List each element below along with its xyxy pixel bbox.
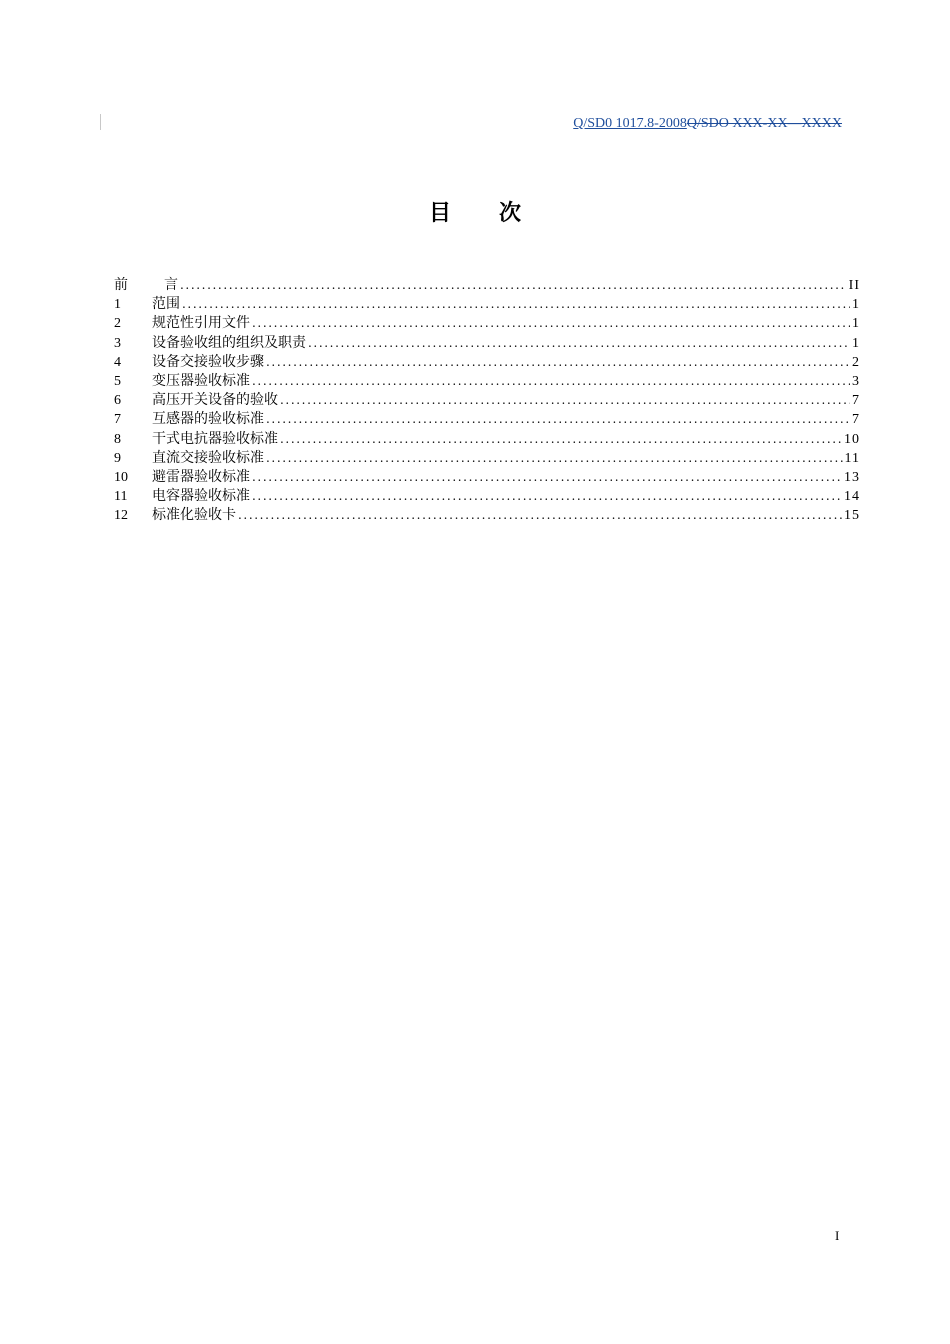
- toc-entry-1[interactable]: [114, 295, 860, 314]
- page-number: I: [835, 1228, 840, 1243]
- toc-entry-foreword[interactable]: [114, 276, 860, 295]
- toc-entry-label: 言: [164, 277, 178, 293]
- toc-entry-page: 7: [852, 393, 860, 409]
- toc-entry-11[interactable]: [114, 487, 860, 506]
- toc-entry-label: 规范性引用文件: [152, 315, 250, 332]
- toc-entry-page: 15: [844, 508, 860, 524]
- margin-mark: [100, 114, 101, 130]
- toc-leader-dots: [266, 449, 843, 468]
- toc-title: [0, 200, 950, 228]
- toc-entry-12[interactable]: [114, 506, 860, 525]
- toc-entry-label: 避雷器验收标准: [152, 468, 250, 485]
- toc-entry-page: 1: [852, 316, 860, 332]
- toc-entry-label: 标准化验收卡: [152, 507, 236, 524]
- toc-leader-dots: [252, 372, 850, 391]
- toc-leader-dots: [308, 334, 850, 353]
- toc-entry-label: 直流交接验收标准: [152, 449, 264, 466]
- toc-leader-dots: [266, 410, 850, 429]
- toc-entry-number: 9: [114, 450, 121, 466]
- toc-leader-dots: [252, 487, 842, 506]
- toc-entry-label: 互感器的验收标准: [152, 411, 264, 428]
- toc-leader-dots: [252, 468, 842, 487]
- toc-entry-page: 1: [852, 335, 860, 351]
- toc-entry-label: 高压开关设备的验收: [152, 392, 278, 409]
- toc-entry-page: 1: [852, 297, 860, 313]
- toc-entry-page: 10: [844, 431, 860, 447]
- toc-entry-page: 14: [844, 489, 860, 505]
- toc-leader-dots: [182, 295, 850, 314]
- toc-leader-dots: [280, 430, 842, 449]
- toc-entry-8[interactable]: [114, 430, 860, 449]
- toc-entry-page: 13: [844, 469, 860, 485]
- toc-entry-page: 3: [852, 373, 860, 389]
- toc-leader-dots: [280, 391, 850, 410]
- toc-entry-number: 12: [114, 508, 128, 524]
- toc-entry-number: 6: [114, 393, 121, 409]
- toc-entry-4[interactable]: [114, 353, 860, 372]
- document-code-header: [573, 116, 842, 132]
- deleted-document-code: Q/SDO XXX-XX—XXXX: [686, 116, 842, 131]
- toc-entry-number: 8: [114, 431, 121, 447]
- toc-entry-page: 7: [852, 412, 860, 428]
- table-of-contents: [114, 276, 860, 525]
- toc-entry-label: 电容器验收标准: [152, 488, 250, 505]
- toc-entry-number: 前: [114, 278, 128, 293]
- toc-leader-dots: [238, 506, 842, 525]
- toc-entry-7[interactable]: [114, 410, 860, 429]
- toc-entry-2[interactable]: [114, 314, 860, 333]
- toc-entry-page: 2: [852, 354, 860, 370]
- toc-entry-number: 1: [114, 297, 121, 313]
- toc-entry-page: II: [848, 278, 860, 293]
- toc-title-char-2: 次: [499, 201, 522, 226]
- toc-entry-number: 11: [114, 489, 128, 505]
- toc-entry-label: 范围: [152, 296, 180, 313]
- toc-entry-number: 10: [114, 469, 128, 485]
- toc-entry-label: 变压器验收标准: [152, 372, 250, 389]
- inserted-document-code: Q/SD0 1017.8-2008: [573, 116, 687, 131]
- toc-entry-number: 3: [114, 335, 121, 351]
- toc-title-char-1: 目: [428, 201, 451, 226]
- toc-entry-label: 干式电抗器验收标准: [152, 430, 278, 447]
- toc-entry-6[interactable]: [114, 391, 860, 410]
- toc-entry-10[interactable]: [114, 468, 860, 487]
- toc-entry-number: 4: [114, 354, 121, 370]
- toc-entry-9[interactable]: [114, 449, 860, 468]
- toc-entry-number: 2: [114, 316, 121, 332]
- toc-entry-label: 设备交接验收步骤: [152, 353, 264, 370]
- toc-leader-dots: [266, 353, 850, 372]
- toc-entry-page: 11: [844, 450, 860, 466]
- toc-entry-number: 7: [114, 412, 121, 428]
- toc-leader-dots: [252, 314, 850, 333]
- toc-entry-5[interactable]: [114, 372, 860, 391]
- toc-entry-number: 5: [114, 373, 121, 389]
- toc-leader-dots: [180, 276, 847, 295]
- toc-entry-label: 设备验收组的组织及职责: [152, 334, 306, 351]
- toc-entry-3[interactable]: [114, 334, 860, 353]
